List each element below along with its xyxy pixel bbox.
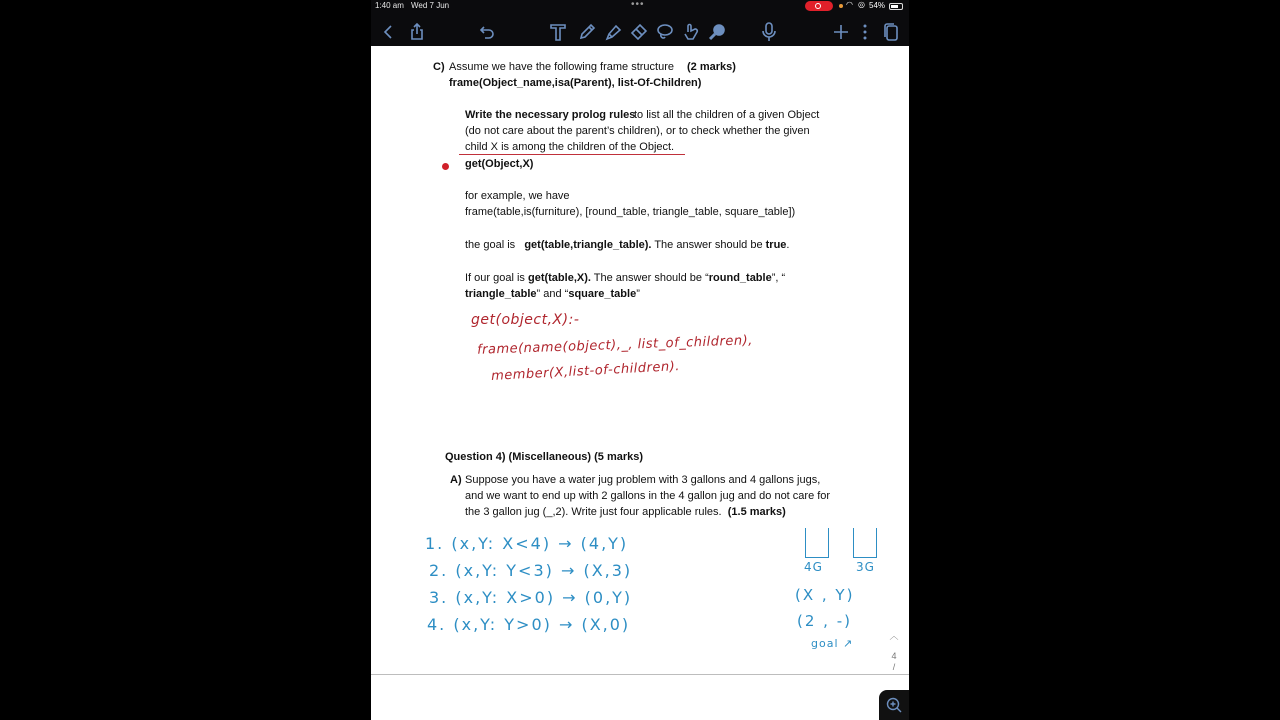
pages-icon[interactable] <box>883 22 899 42</box>
signature: get(Object,X) <box>465 158 534 170</box>
part-a-line3: the 3 gallon jug (_,2). Write just four applicable rules. <box>465 506 722 518</box>
goal2-code: get(table,X). <box>527 272 591 284</box>
goal2-answer3: square_table <box>568 288 637 300</box>
goal-state: (2 , -) <box>797 612 852 630</box>
lasso-icon[interactable] <box>655 22 675 42</box>
jug-3g-sketch <box>853 528 877 558</box>
back-chevron-icon[interactable] <box>381 22 395 42</box>
orientation-lock-icon: ◎ <box>858 0 865 9</box>
goal1-code: get(table,triangle_table). <box>524 239 652 251</box>
current-page: 4 <box>891 651 897 661</box>
multitask-dots-icon[interactable]: ••• <box>631 0 645 10</box>
record-icon <box>815 3 821 9</box>
laser-pointer-dot <box>442 163 449 170</box>
part-a-marks: (1.5 marks) <box>727 506 786 518</box>
handwritten-line: member(X,list-of-children). <box>490 359 681 384</box>
zoom-in-icon <box>886 697 902 713</box>
goal2-line <box>465 270 785 286</box>
example-intro: for example, we have <box>465 190 570 202</box>
part-a-line1: Suppose you have a water jug problem with 3 gallons and 4 gallons jugs, <box>465 474 821 486</box>
section-c-label: C) <box>433 61 445 73</box>
goal2-sep: ”, “ <box>771 272 786 284</box>
instruction-line2: (do not care about the parent’s children), or to check whether the given <box>465 125 810 137</box>
goal2-mid: The answer should be “ <box>593 272 709 284</box>
chevron-up-icon[interactable]: ︿ <box>889 631 899 641</box>
hand-gesture-icon[interactable] <box>681 22 701 42</box>
tablet-screen <box>371 0 909 720</box>
goal1-mid: The answer should be <box>654 239 763 251</box>
section-c-intro: Assume we have the following frame structure <box>449 61 674 73</box>
document-page[interactable] <box>371 46 909 674</box>
goal2-end: ” <box>636 288 640 300</box>
goal2-and: ” and “ <box>536 288 569 300</box>
screen-recording-indicator[interactable] <box>805 1 833 11</box>
goal2-answer2: triangle_table <box>465 288 537 300</box>
jug-4g-sketch <box>805 528 829 558</box>
battery-icon <box>889 3 903 10</box>
pen-icon[interactable] <box>577 22 597 42</box>
page-separator: / <box>892 662 896 672</box>
goal1-prefix: the goal is <box>465 239 516 251</box>
section-c-marks: (2 marks) <box>687 61 736 73</box>
goal2-line2 <box>465 286 640 302</box>
handwritten-line: frame(name(object),_, list_of_children), <box>476 333 754 358</box>
goal2-prefix: If our goal is <box>465 272 525 284</box>
top-bar <box>371 0 909 46</box>
status-date: Wed 7 Jun <box>411 1 450 10</box>
instruction-bold: Write the necessary prolog rules <box>465 109 636 121</box>
part-a-line3-row <box>465 504 786 520</box>
handwritten-line: get(object,X):- <box>471 312 580 328</box>
goal2-answer1: round_table <box>708 272 772 284</box>
example-frame: frame(table,is(furniture), [round_table, triangle_table, square_table]) <box>465 206 796 218</box>
instruction-line3: child X is among the children of the Object. <box>465 141 675 153</box>
handwritten-rule: 2. (x,Y: Y<3) → (X,3) <box>429 561 633 580</box>
status-time: 1:40 am <box>375 1 404 10</box>
zoom-button[interactable] <box>879 690 909 720</box>
part-a-line2: and we want to end up with 2 gallons in the 4 gallon jug and do not care for <box>465 490 831 502</box>
battery-percent: 54% <box>869 1 886 10</box>
highlighter-icon[interactable] <box>603 22 623 42</box>
goal1-line <box>465 237 789 253</box>
instruction-line1: to list all the children of a given Object <box>634 109 820 121</box>
mic-in-use-dot <box>839 4 843 8</box>
handwritten-rule: 3. (x,Y: X>0) → (0,Y) <box>429 588 633 607</box>
eraser-icon[interactable] <box>629 22 649 42</box>
frame-structure: frame(Object_name,isa(Parent), list-Of-Children) <box>449 77 702 89</box>
share-icon[interactable] <box>409 22 425 42</box>
goal-label: goal ↗ <box>811 637 854 650</box>
next-page[interactable] <box>371 675 909 720</box>
laser-pointer-icon[interactable] <box>707 22 727 42</box>
goal1-end: . <box>786 239 790 251</box>
more-icon[interactable] <box>861 22 869 42</box>
undo-icon[interactable] <box>479 22 495 42</box>
microphone-icon[interactable] <box>761 22 777 42</box>
add-icon[interactable] <box>833 22 849 42</box>
text-tool-icon[interactable] <box>549 22 567 42</box>
jug-label: 4G <box>804 560 823 574</box>
question4-title: Question 4) (Miscellaneous) (5 marks) <box>445 451 644 463</box>
state-notation: (X , Y) <box>795 586 855 604</box>
handwritten-rule: 1. (x,Y: X<4) → (4,Y) <box>425 534 629 553</box>
wifi-icon: ◠ <box>846 0 853 9</box>
part-a-label: A) <box>450 474 462 486</box>
goal1-answer: true <box>765 239 787 251</box>
red-underline-annotation <box>459 154 685 155</box>
handwritten-rule: 4. (x,Y: Y>0) → (X,0) <box>427 615 631 634</box>
jug-label: 3G <box>856 560 875 574</box>
